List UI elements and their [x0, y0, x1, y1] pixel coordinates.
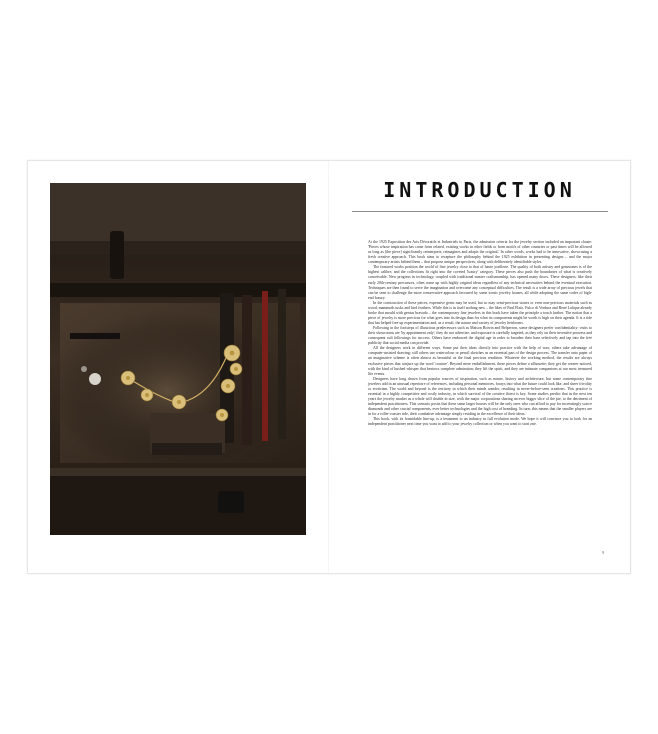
- body-text: [368, 240, 592, 427]
- jewelry-photo: [50, 183, 306, 535]
- paragraph: The featured works position the world of fine jewelry close to that of haute joaillerie. The quality of both artistry and gemstones is of the highest calibre, and the collections fit right into the coveted 'luxury' category. These pieces also push the boundaries of what is creatively conceivable. New progress in technology, coupled with traditional master craftsmanship, has opened many doors. These designers, like their early 20th-century precursors, often come up with highly original ideas regardless of any technical necessities behind the eventual execution. Techniques are then found to serve the imagination and overcome any conceptual difficulties. The result is a wide array of precious jewels that can be seen to challenge the more conservative approach favoured by some iconic jewelry houses, all while adopting the same codes of high-end luxury.: [368, 265, 592, 300]
- necklace-in-drawer-image: [50, 183, 306, 535]
- paragraph: At the 1925 Exposition des Arts Décoratifs et Industriels in Paris, the admission criteria for the jewelry section included an important clause: 'Pieces whose inspiration has come from related, existing works in other fields or from motifs of other countries or past times will be allowed as long as [the piece] significantly reinterprets, reimagines and adapts the original.' In other words, works had to be innovative, showcasing a fresh creative approach. This book aims to recapture the philosophy behind the 1925 exhibition in presenting designs – and the major contemporary artists behind them – that propose unique perspectives, along with deliberately identifiable styles.: [368, 240, 592, 265]
- page-gutter: [328, 161, 329, 573]
- paragraph: All the designers work in different ways. Some put their ideas directly into practice with the help of wax; others take advantage of computer-assisted drawing; still others use watercolour or pencil sketches as an essential part of the design process. The transfer onto paper of an imaginative scheme is often almost as beautiful as the final precious rendition. Whatever the working method, the results are always exclusive pieces that conjure up the word 'couture'. Beyond mere embellishment, these pieces define a silhouette; they get the wearer noticed, with the kind of hushed whisper that bestows complete admiration; they lift the spirit, and they are intimate companions at our most treasured life events.: [368, 346, 592, 376]
- paragraph: In the construction of these pieces, expensive gems may be used, but so may semi-precious stones or even non-precious materials such as wood, mammoth tusks and bird feathers. While this is in itself nothing new – the likes of Paul Flato, Fulco di Verdura and René Lalique already broke that mould with genius bravado – the contemporary fine jewelers in this book have taken the principle a touch further. The notion that a piece of jewelry is more precious for what goes into its design than for what its components might be worth is high on their agenda. It is a tide that has helped free up experimentation and, as a result, the nature and variety of jewelry heirlooms.: [368, 300, 592, 325]
- paragraph: This book, with its formidable line-up, is a testament to an industry in full evolution mode. We hope it will convince you to look for an independent practitioner next time you want to add to your jewelry collection or when you want to start one.: [368, 417, 592, 427]
- paragraph: Designers have long drawn from popular sources of inspiration, such as nature, history and architecture, but some contemporary fine jewelers add in an unusual repertoire of references, including personal memories, forays into what the future could look like, and sheer frivolity or eroticism. The world and beyond is the territory in which their minds wander, resulting in never-before-seen creations. This practice is essential in a highly competitive and costly industry, in which survival of the creative fittest is key. Some studies predict that in the next ten years the jewelry market as a whole will double in size, with the major corporations sharing an ever bigger slice of the pie, to the detriment of independent practitioners. This scenario posits that these same larger houses will be the only ones who can afford to pay for increasingly scarce diamonds and other crucial components, ever better technologies and the high cost of branding. In turn, this means that the smaller players are in for a roller-coaster ride, their combative advantage simply residing in the excellence of their ideas.: [368, 376, 592, 417]
- paragraph: Following in the footsteps of illustrious predecessors such as Maison Boivin and Belperron, some designers prefer confidentiality: visits to their showrooms are 'by appointment only'; they do not advertise, and exposure is carefully targeted, as they rely on their inventive prowess and consequent cult followings for success. Others have embraced the digital age in order to broaden their base selectively and tap into the free publicity that social media can provide.: [368, 326, 592, 346]
- heading-rule: [352, 211, 608, 212]
- page-heading: INTRODUCTION: [383, 178, 576, 202]
- page-number: 9: [602, 550, 604, 555]
